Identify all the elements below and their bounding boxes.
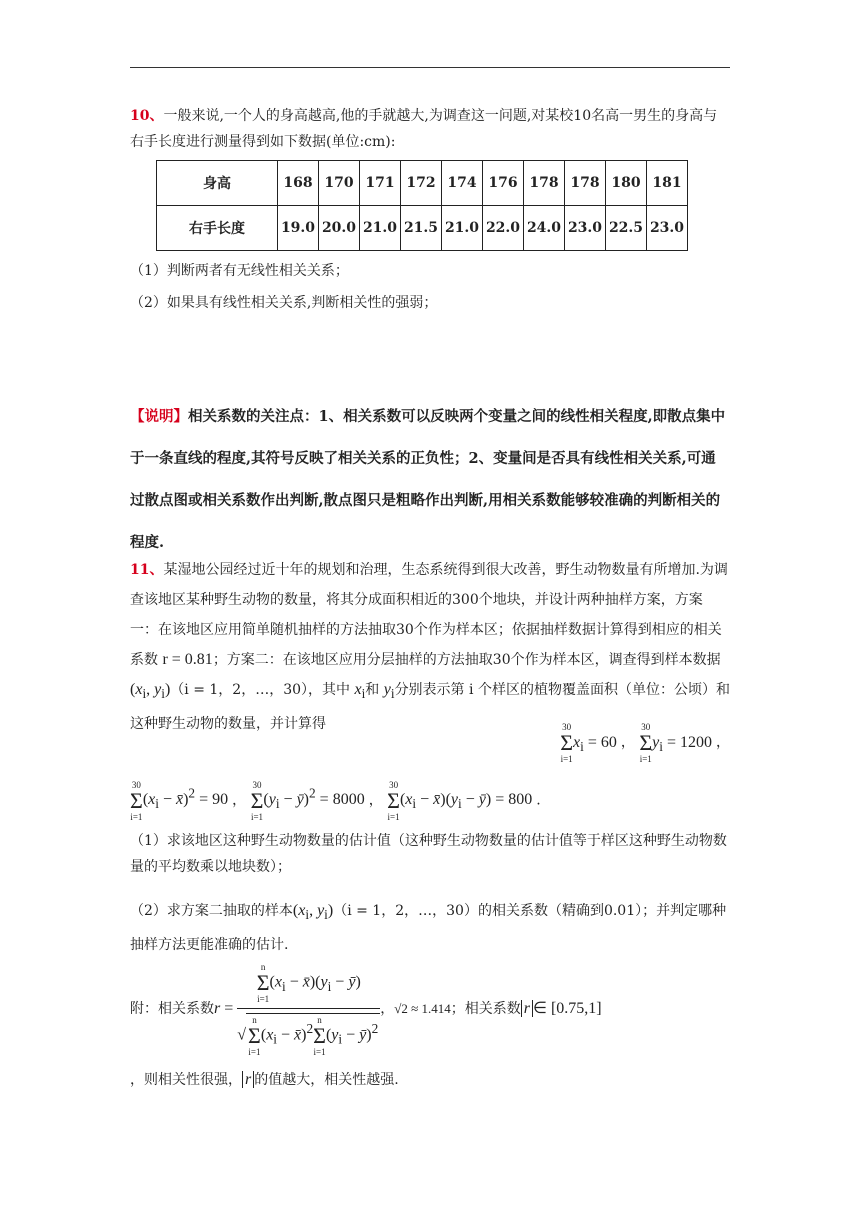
table-cell: 170: [319, 161, 360, 206]
header-rule: [130, 67, 730, 68]
q11-p2: ；方案二：在该地区应用分层抽样的方法抽取30个作为样本区，调查得到样本数据: [212, 652, 721, 668]
table-cell: 20.0: [319, 206, 360, 251]
table-cell: 19.0: [278, 206, 319, 251]
sum-x-equation: 30 Σ $i=1x_i = 60$: [560, 722, 617, 764]
sum-equations-row1: 30 Σ $i=1x_i = 60$ ， 30 Σ $i=1y_i = 1200$ ，: [560, 722, 730, 764]
table-cell: 176: [483, 161, 524, 206]
table-cell: 178: [524, 161, 565, 206]
q11-text: [130, 555, 730, 739]
sum-equations-row2: 30 Σ $i=1(x_i$ − x̄)$^2$ = 90 ， 30 Σ $i=1(y_i$ − ȳ)$^2$ = 8000 ， 30 Σ $i=1(x_i$ − $x̄)(y_i$ − ȳ) = 800 .: [130, 779, 541, 822]
table-cell: 21.0: [442, 206, 483, 251]
table-cell: 181: [647, 161, 688, 206]
q10-part1: （1）判断两者有无线性相关关系；: [130, 263, 349, 279]
r-value: r = 0.81: [162, 651, 213, 668]
xi-symbol: $x_i$: [354, 681, 366, 702]
q11-part2: （2）求方案二抽取的样本($x_i$, $y_i)(i = 1$，2，…，30）的相关系数（精确到0.01）；并判定哪种抽样方法更能准确的估计.: [130, 902, 727, 954]
table-cell: 23.0: [565, 206, 606, 251]
note-block: [130, 396, 730, 564]
note-text: 相关系数的关注点：1、相关系数可以反映两个变量之间的线性相关程度,即散点集中于一条直线的程度,其符号反映了相关关系的正负性；2、变量间是否具有线性相关关系,可通过散点图或相关系数作出判断,散点图只是粗略作出判断,用相关系数能够较准确的判断相关的程度.: [130, 408, 726, 551]
row-header-height: 身高: [157, 161, 278, 206]
sxy-equation: 30 Σ $i=1(x_i$ − $x̄)(y_i$ − ȳ) = 800: [387, 779, 533, 822]
q11-p3: （i = 1，2，…，30），其中: [170, 682, 351, 698]
table-cell: 23.0: [647, 206, 688, 251]
table-cell: 178: [565, 161, 606, 206]
q10-text: [130, 103, 730, 155]
q11-p4: 和: [365, 682, 380, 698]
q10-sep: 、: [149, 108, 164, 124]
table-cell: 21.0: [360, 206, 401, 251]
table-cell: 21.5: [401, 206, 442, 251]
table-row: [157, 161, 688, 206]
height-hand-table: [156, 160, 688, 251]
interval: ∈ [0.75,1]: [533, 1000, 602, 1018]
appendix: 附：相关系数 r = n Σ $i=1(x_i$ − $x̄)(y_i$ − ȳ) √n Σ $i=1(x_i$ − x̄)$^2$n Σ $i=1(y_i$ − ȳ)$^2$ ， √2 ≈ 1.414 ；相关系数 r ∈ [0.75,1] ，则相关性很强， r 的值越大，相关性越强.: [130, 962, 602, 1088]
sxx-equation: 30 Σ $i=1(x_i$ − x̄)$^2$ = 90: [130, 779, 229, 822]
abs-r: r: [242, 1071, 254, 1088]
table-cell: 168: [278, 161, 319, 206]
yi-symbol: $y_i$: [383, 681, 395, 702]
q11-part1: （1）求该地区这种野生动物数量的估计值（这种野生动物数量的估计值等于样区这种野生动物数量的平均数乘以地块数）；: [130, 833, 727, 875]
table-cell: 172: [401, 161, 442, 206]
sum-y-equation: 30 Σ $i=1y_i = 1200$: [639, 722, 712, 764]
table-cell: 171: [360, 161, 401, 206]
table-cell: 24.0: [524, 206, 565, 251]
sample-pair: ($x_i$, $y_i$): [130, 681, 171, 702]
q10-part2: （2）如果具有线性相关关系,判断相关性的强弱；: [130, 295, 438, 311]
q10-number: 10: [130, 108, 150, 124]
syy-equation: 30 Σ $i=1(y_i$ − ȳ)$^2$ = 8000: [250, 779, 365, 822]
note-tag: 【说明】: [130, 408, 188, 425]
q10-stem: 一般来说,一个人的身高越高,他的手就越大,为调查这一问题,对某校10名高一男生的身高与右手长度进行测量得到如下数据(单位:cm):: [130, 108, 718, 150]
table-cell: 180: [606, 161, 647, 206]
row-header-hand: 右手长度: [157, 206, 278, 251]
q11-p5: 分别表示第 i 个样区的植物覆盖面积（单位：公顷）和这种野生动物的数量，并计算得: [130, 682, 730, 733]
table-cell: 22.0: [483, 206, 524, 251]
q11-number: 11: [130, 562, 150, 578]
correlation-formula: r = n Σ $i=1(x_i$ − $x̄)(y_i$ − ȳ) √n Σ $i=1(x_i$ − x̄)$^2$n Σ $i=1(y_i$ − ȳ)$^2$: [214, 962, 379, 1057]
appendix-label: 附：相关系数: [130, 1001, 214, 1018]
sqrt2-approx: √2 ≈ 1.414: [394, 1001, 451, 1017]
sample-pair: ($x_i$, $y_i$): [292, 902, 334, 923]
table-cell: 22.5: [606, 206, 647, 251]
abs-r: r: [521, 994, 533, 1024]
q11-sep: 、: [149, 562, 164, 578]
q11-p1: 某湿地公园经过近十年的规划和治理，生态系统得到很大改善，野生动物数量有所增加.为调查该地区某种野生动物的数量，将其分成面积相近的300个地块，并设计两种抽样方案，方案一：在该地区应用简单随机抽样的方法抽取30个作为样本区；依据抽样数据计算得到相应的相关系数: [130, 562, 728, 668]
table-cell: 174: [442, 161, 483, 206]
table-row: [157, 206, 688, 251]
